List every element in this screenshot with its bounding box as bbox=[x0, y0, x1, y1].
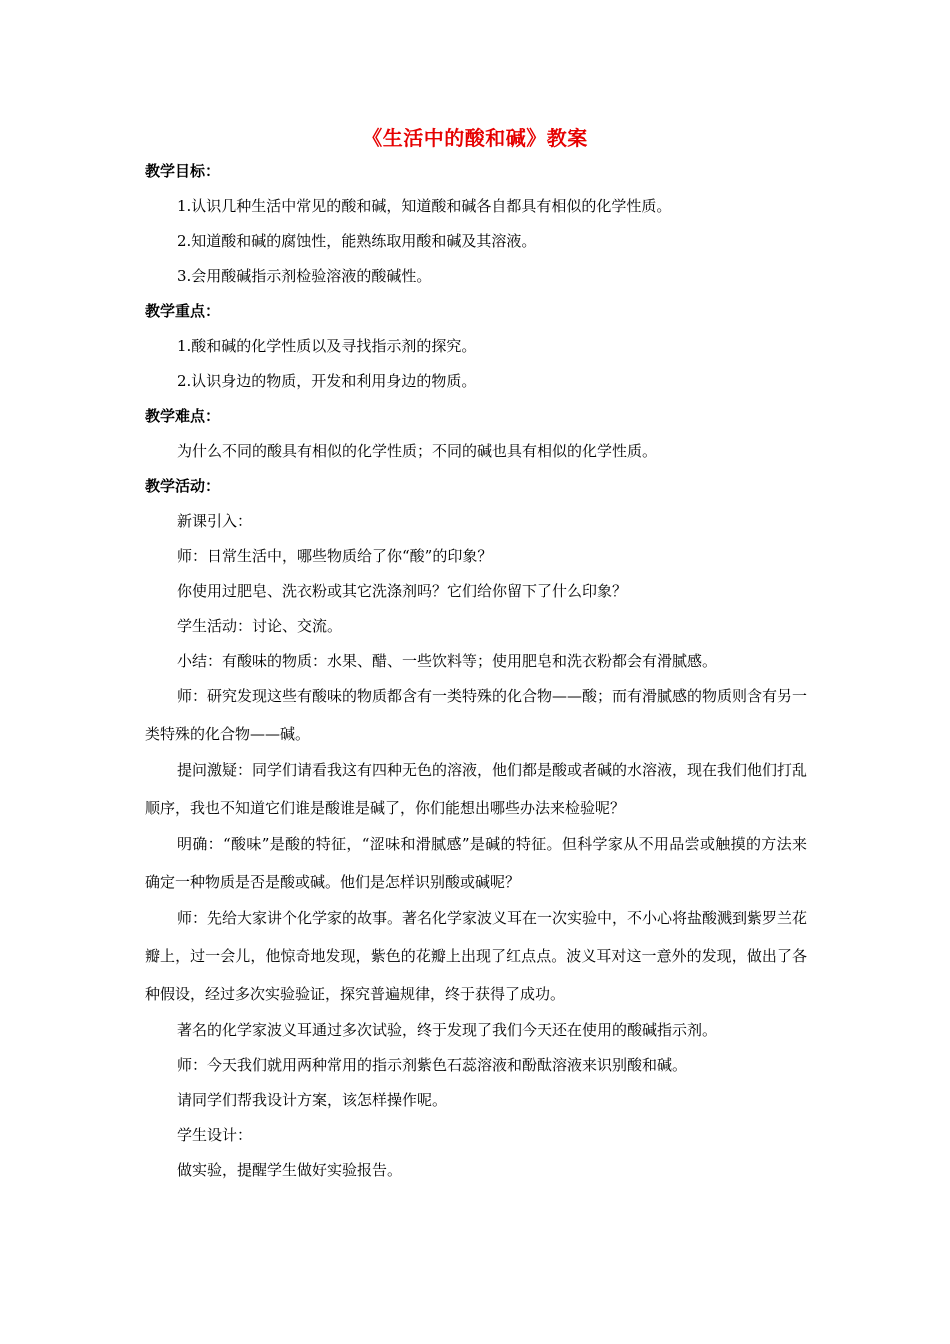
paragraph: 师：日常生活中，哪些物质给了你“酸”的印象？ bbox=[177, 547, 493, 565]
paragraph: 师：研究发现这些有酸味的物质都含有一类特殊的化合物——酸；而有滑腻感的物质则含有另一类特殊的化合物——碱。 bbox=[145, 687, 808, 743]
paragraph: 新课引入： bbox=[177, 512, 253, 530]
paragraph: 小结：有酸味的物质：水果、醋、一些饮料等；使用肥皂和洗衣粉都会有滑腻感。 bbox=[177, 652, 718, 670]
document-title: 《生活中的酸和碱》教案 bbox=[362, 126, 588, 150]
paragraph: 3.会用酸碱指示剂检验溶液的酸碱性。 bbox=[177, 267, 432, 285]
section-heading-difficulties: 教学难点： bbox=[145, 407, 221, 425]
section-heading-activities: 教学活动： bbox=[145, 477, 221, 495]
paragraph: 请同学们帮我设计方案，该怎样操作呢。 bbox=[177, 1091, 448, 1109]
document-body bbox=[145, 160, 807, 1194]
paragraph: 师：今天我们就用两种常用的指示剂紫色石蕊溶液和酚酞溶液来识别酸和碱。 bbox=[177, 1056, 688, 1074]
section-heading-objectives: 教学目标： bbox=[145, 162, 221, 180]
paragraph: 学生活动：讨论、交流。 bbox=[177, 617, 343, 635]
section-heading-key-points: 教学重点： bbox=[145, 302, 221, 320]
paragraph: 你使用过肥皂、洗衣粉或其它洗涤剂吗？它们给你留下了什么印象？ bbox=[177, 582, 628, 600]
paragraph: 做实验，提醒学生做好实验报告。 bbox=[177, 1161, 403, 1179]
paragraph: 1.认识几种生活中常见的酸和碱，知道酸和碱各自都具有相似的化学性质。 bbox=[177, 197, 672, 215]
paragraph: 著名的化学家波义耳通过多次试验，终于发现了我们今天还在使用的酸碱指示剂。 bbox=[177, 1021, 718, 1039]
paragraph: 1.酸和碱的化学性质以及寻找指示剂的探究。 bbox=[177, 337, 477, 355]
paragraph: 2.知道酸和碱的腐蚀性，能熟练取用酸和碱及其溶液。 bbox=[177, 232, 537, 250]
paragraph: 明确：“酸味”是酸的特征，“涩味和滑腻感”是碱的特征。但科学家从不用品尝或触摸的方法来确定一种物质是否是酸或碱。他们是怎样识别酸或碱呢？ bbox=[145, 835, 807, 891]
paragraph: 学生设计： bbox=[177, 1126, 253, 1144]
paragraph: 为什么不同的酸具有相似的化学性质；不同的碱也具有相似的化学性质。 bbox=[177, 442, 658, 460]
paragraph: 2.认识身边的物质，开发和利用身边的物质。 bbox=[177, 372, 477, 390]
paragraph: 提问激疑：同学们请看我这有四种无色的溶液，他们都是酸或者碱的水溶液，现在我们他们打乱顺序，我也不知道它们谁是酸谁是碱了，你们能想出哪些办法来检验呢？ bbox=[145, 761, 808, 817]
paragraph: 师：先给大家讲个化学家的故事。著名化学家波义耳在一次实验中，不小心将盐酸溅到紫罗兰花瓣上，过一会儿，他惊奇地发现，紫色的花瓣上出现了红点点。波义耳对这一意外的发现，做出了各种假设，经过多次实验验证，探究普遍规律，终于获得了成功。 bbox=[145, 909, 808, 1003]
